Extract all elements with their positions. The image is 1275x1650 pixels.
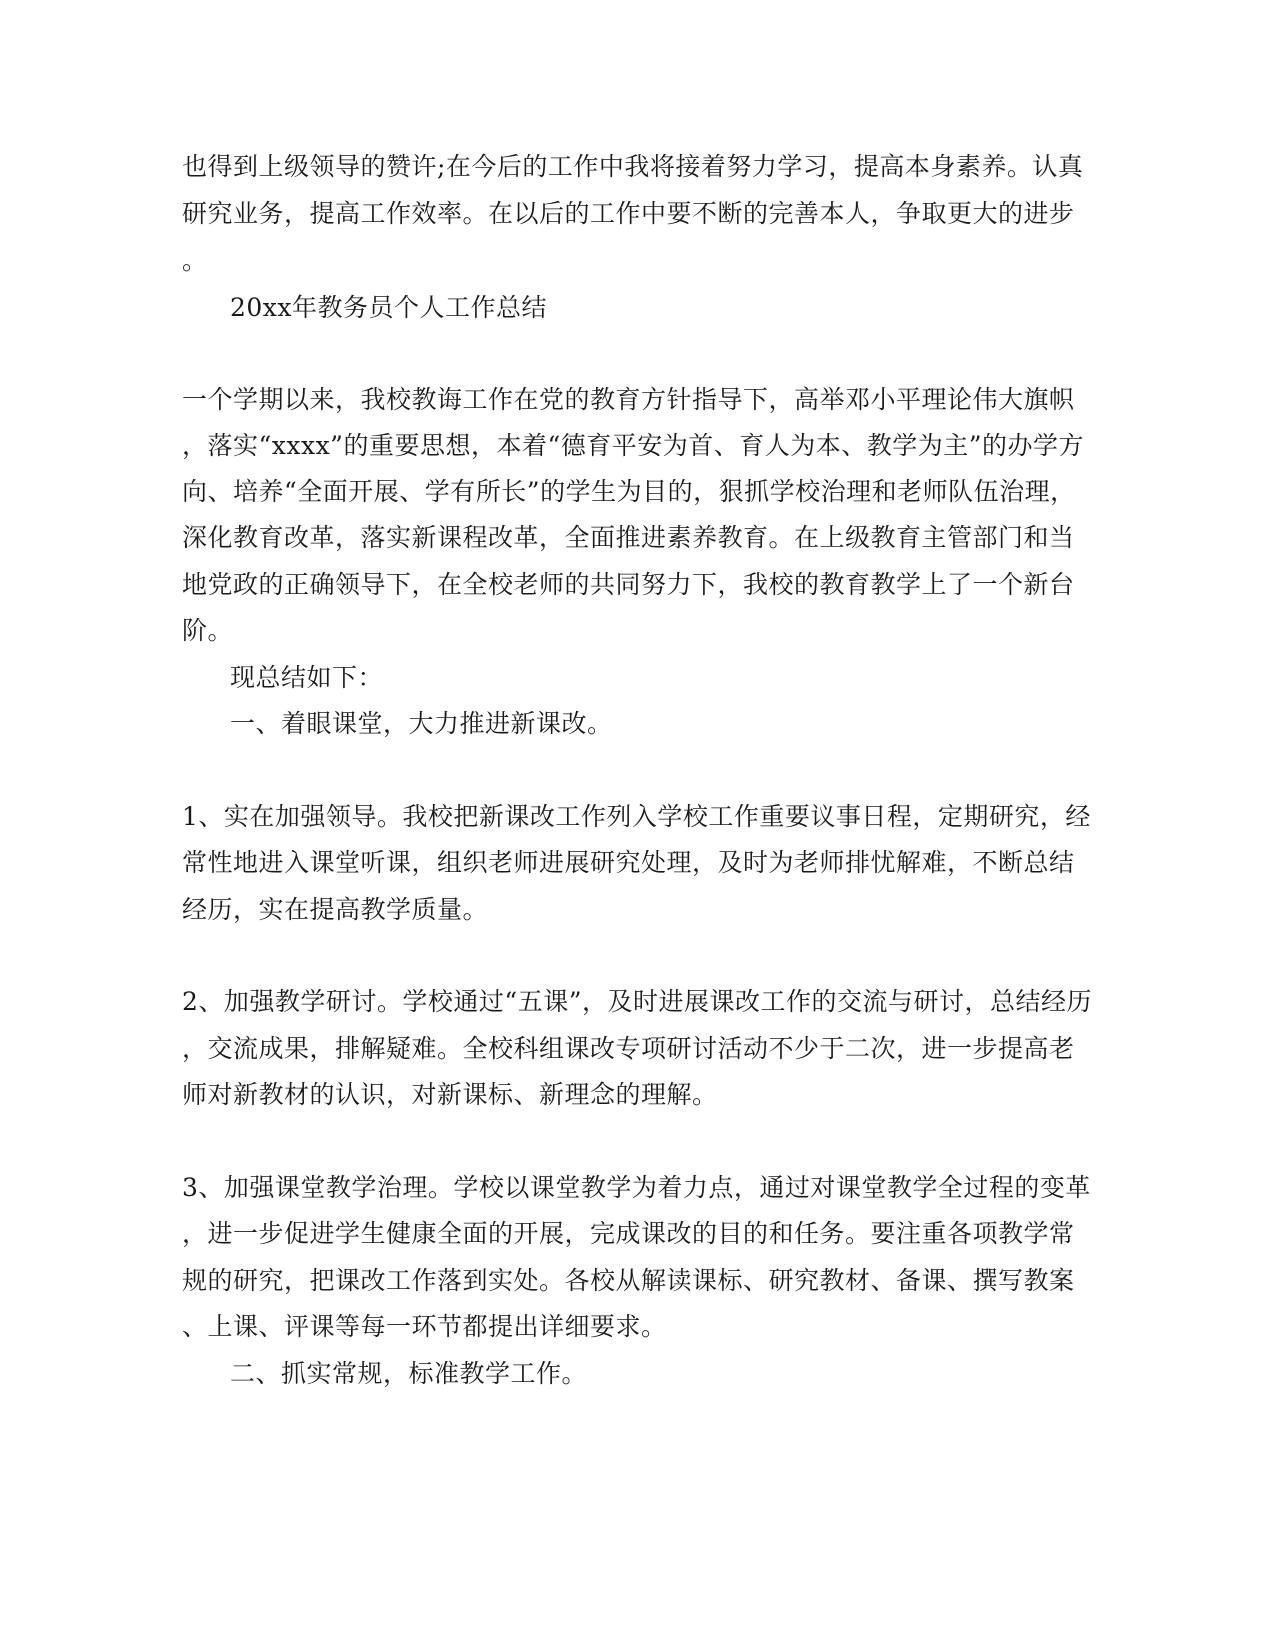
text-line: ，交流成果，排解疑难。全校科组课改专项研讨活动不少于二次，进一步提高老 (182, 1034, 1075, 1063)
text-line: ，落实“xxxx”的重要思想，本着“德育平安为首、育人为本、教学为主”的办学方 (182, 431, 1085, 460)
text-line: 、上课、评课等每一环节都提出详细要求。 (182, 1312, 667, 1341)
text-line: 常性地进入课堂听课，组织老师进展研究处理，及时为老师排忧解难，不断总结 (182, 848, 1075, 877)
text-line: 3、加强课堂教学治理。学校以课堂教学为着力点，通过对课堂教学全过程的变革 (182, 1173, 1091, 1202)
text-line: 规的研究，把课改工作落到实处。各校从解读课标、研究教材、备课、撰写教案 (182, 1266, 1075, 1295)
text-line: 阶。 (182, 616, 234, 645)
text-line: 1、实在加强领导。我校把新课改工作列入学校工作重要议事日程，定期研究，经 (182, 802, 1091, 831)
text-line: 。 (182, 246, 208, 275)
text-line: 也得到上级领导的赞许;在今后的工作中我将接着努力学习，提高本身素养。认真 (182, 152, 1084, 181)
text-line: 一个学期以来，我校教诲工作在党的教育方针指导下，高举邓小平理论伟大旗帜 (182, 385, 1075, 414)
text-line: 深化教育改革，落实新课程改革，全面推进素养教育。在上级教育主管部门和当 (182, 523, 1075, 552)
text-line: 向、培养“全面开展、学有所长”的学生为目的，狠抓学校治理和老师队伍治理， (182, 477, 1076, 506)
text-line: ，进一步促进学生健康全面的开展，完成课改的目的和任务。要注重各项教学常 (182, 1219, 1075, 1248)
text-line: 师对新教材的认识，对新课标、新理念的理解。 (182, 1080, 718, 1109)
text-line: 研究业务，提高工作效率。在以后的工作中要不断的完善本人，争取更大的进步 (182, 199, 1075, 228)
section-heading: 一、着眼课堂，大力推进新课改。 (230, 709, 613, 738)
text-line: 地党政的正确领导下，在全校老师的共同努力下，我校的教育教学上了一个新台 (182, 570, 1075, 599)
section-title: 20xx年教务员个人工作总结 (230, 293, 548, 322)
text-line: 经历，实在提高教学质量。 (182, 895, 489, 924)
section-heading: 二、抓实常规，标准教学工作。 (230, 1359, 588, 1388)
text-line: 现总结如下： (230, 663, 384, 692)
text-line: 2、加强教学研讨。学校通过“五课”，及时进展课改工作的交流与研讨，总结经历 (182, 987, 1092, 1016)
